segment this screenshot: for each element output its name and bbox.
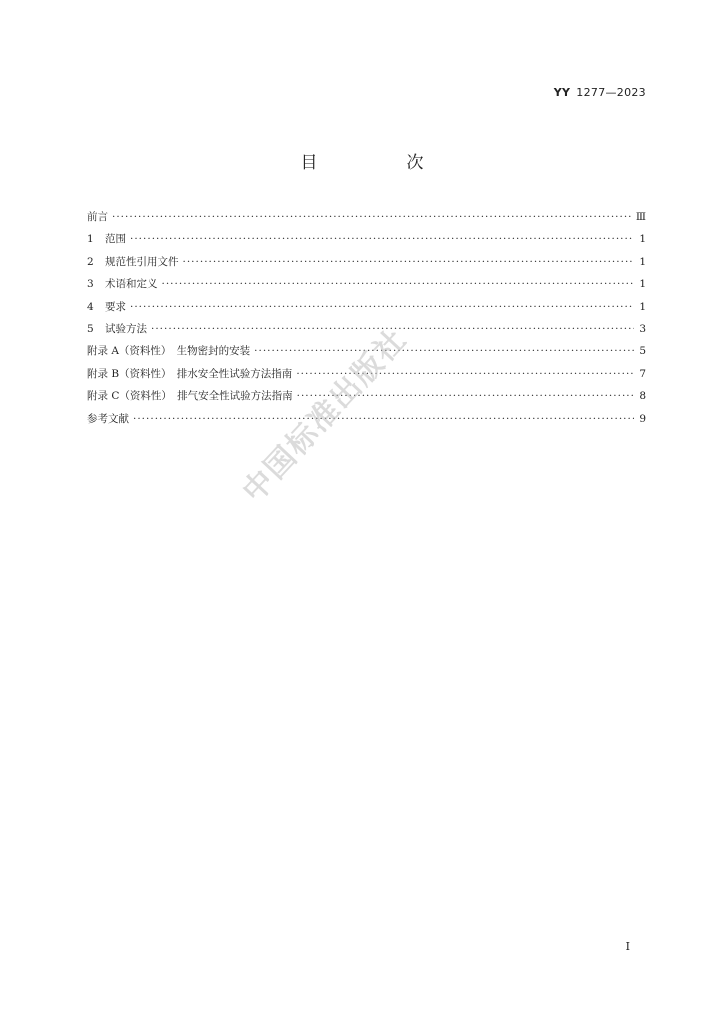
toc-entry-foreword[interactable] [87,206,646,228]
toc-leader-dots [183,251,635,273]
toc-leader-dots [130,296,634,318]
page-title: 目 次 [300,153,460,173]
toc-entry-page: 1 [639,233,646,246]
toc-entry-page: 3 [639,322,646,335]
page-number: I [625,940,630,953]
toc-entry-label: 前言 [87,211,108,223]
toc-leader-dots [112,206,632,228]
toc-leader-dots [254,340,634,362]
toc-entry-page: 8 [639,390,646,403]
toc-entry-label: 附录 B（资料性） 排水安全性试验方法指南 [87,367,293,380]
toc-leader-dots [162,273,635,295]
toc-entry-label: 附录 C（资料性） 排气安全性试验方法指南 [87,390,293,403]
toc-entry-page: 1 [639,255,646,268]
toc-entry-terms[interactable] [87,273,646,295]
toc-leader-dots [151,318,634,340]
toc-entry-scope[interactable] [87,228,646,250]
toc-entry-test-methods[interactable] [87,318,646,340]
toc-entry-page: Ⅲ [635,211,646,223]
publisher-watermark: 中国标准出版社 [235,321,415,510]
toc-leader-dots [133,408,634,430]
toc-leader-dots [296,363,634,385]
toc-entry-page: 9 [639,412,646,425]
toc-entry-label: 附录 A（资料性） 生物密封的安装 [87,345,251,358]
toc-entry-bibliography[interactable] [87,408,646,430]
standard-prefix: YY [553,86,571,99]
toc-entry-label: 2 规范性引用文件 [87,255,179,268]
toc-leader-dots [130,228,634,250]
toc-entry-normative-references[interactable] [87,251,646,273]
toc-entry-label: 1 范围 [87,233,126,246]
toc-entry-annex-c[interactable] [87,385,646,407]
toc-entry-annex-a[interactable] [87,340,646,362]
table-of-contents [87,206,646,430]
toc-entry-page: 1 [639,300,646,313]
toc-entry-label: 5 试验方法 [87,322,147,335]
toc-entry-page: 7 [639,367,646,380]
standard-number: 1277—2023 [576,86,646,99]
toc-entry-label: 参考文献 [87,412,129,425]
toc-leader-dots [297,385,634,407]
toc-entry-annex-b[interactable] [87,363,646,385]
toc-entry-requirements[interactable] [87,296,646,318]
toc-entry-label: 3 术语和定义 [87,278,158,291]
standard-code [554,86,646,99]
toc-entry-page: 5 [639,345,646,358]
toc-entry-label: 4 要求 [87,300,126,313]
toc-entry-page: 1 [639,278,646,291]
